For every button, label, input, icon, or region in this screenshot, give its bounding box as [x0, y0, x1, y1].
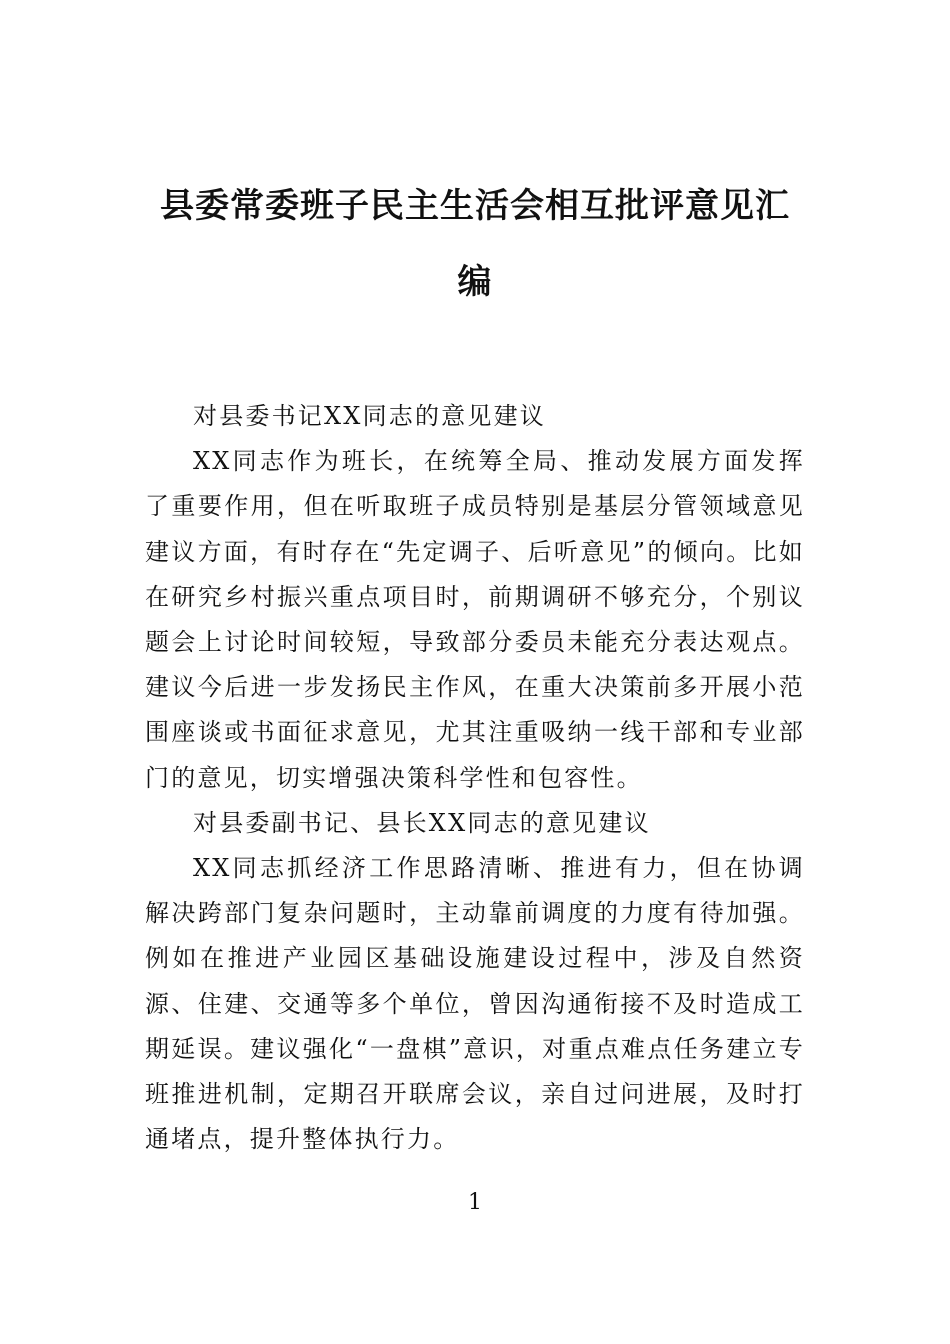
- document-title: 县委常委班子民主生活会相互批评意见汇编: [160, 186, 790, 302]
- section-heading: 对县委副书记、县长XX同志的意见建议: [193, 808, 651, 837]
- section-paragraph: XX同志作为班长，在统筹全局、推动发展方面发挥了重要作用，但在听取班子成员特别是基层分管领域意见建议方面，有时存在“先定调子、后听意见”的倾向。比如在研究乡村振兴重点项目时，前期调研不够充分，个别议题会上讨论时间较短，导致部分委员未能充分表达观点。建议今后进一步发扬民主作风，在重大决策前多开展小范围座谈或书面征求意见，尤其注重吸纳一线干部和专业部门的意见，切实增强决策科学性和包容性。: [145, 447, 805, 792]
- page-number: 1: [468, 1190, 482, 1215]
- section-paragraph: XX同志抓经济工作思路清晰、推进有力，但在协调解决跨部门复杂问题时，主动靠前调度的力度有待加强。例如在推进产业园区基础设施建设过程中，涉及自然资源、住建、交通等多个单位，曾因沟通衔接不及时造成工期延误。建议强化“一盘棋”意识，对重点难点任务建立专班推进机制，定期召开联席会议，亲自过问进展，及时打通堵点，提升整体执行力。: [145, 854, 805, 1154]
- section-heading: 对县委书记XX同志的意见建议: [193, 402, 546, 430]
- document-body: [145, 394, 805, 1162]
